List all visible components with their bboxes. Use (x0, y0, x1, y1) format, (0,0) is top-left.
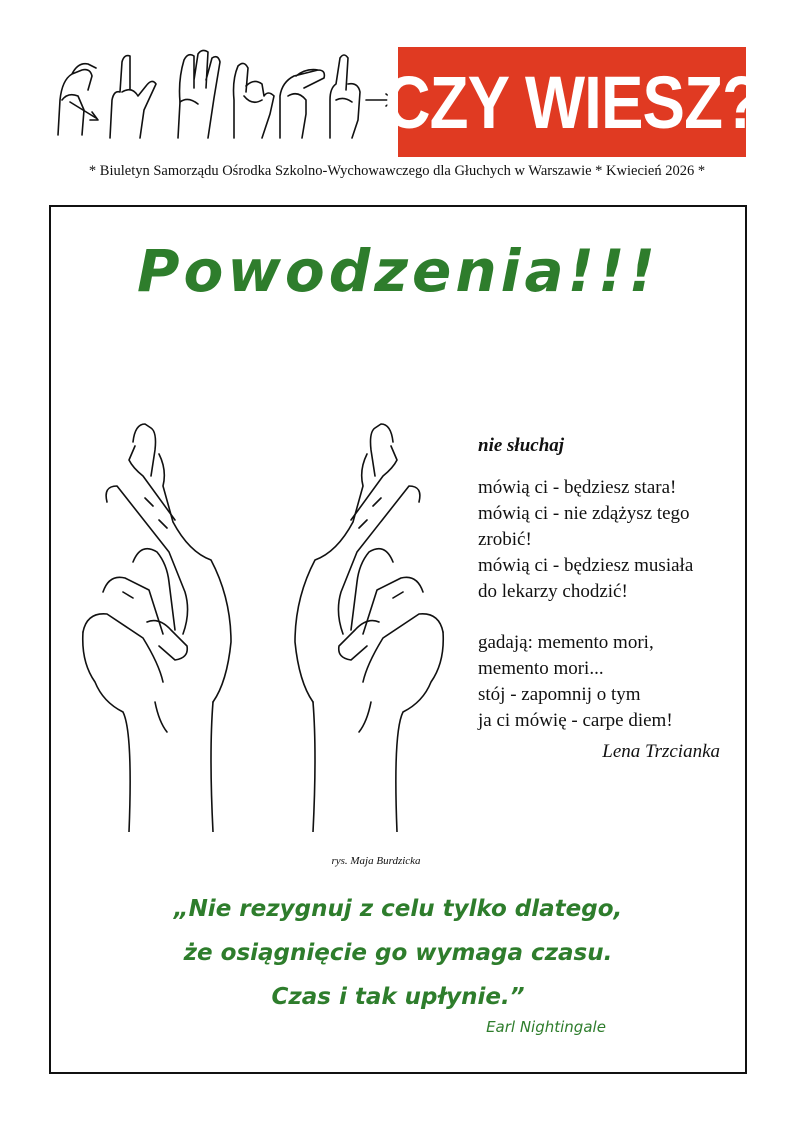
crossed-fingers-hands-icon (63, 402, 463, 832)
masthead (0, 0, 794, 200)
newsletter-logo (384, 47, 760, 157)
illustration-credit: rys. Maja Burdzicka (331, 855, 421, 867)
content-frame (49, 205, 747, 1074)
poem-stanza-2 (478, 630, 728, 734)
quote (51, 887, 745, 1019)
left-hand-icon (83, 424, 231, 832)
poem-line: do lekarzy chodzić! (478, 581, 628, 602)
bulletin-subtitle: * Biuletyn Samorządu Ośrodka Szkolno-Wychowawczego dla Głuchych w Warszawie * Kwiecień 2026 * (88, 163, 706, 179)
poem-line: gadają: memento mori, (478, 632, 654, 653)
right-hand-icon (295, 424, 443, 832)
poem-stanza-1 (478, 475, 728, 605)
poem-author: Lena Trzcianka (602, 741, 720, 762)
quote-line: „Nie rezygnuj z celu tylko dlatego, (173, 896, 623, 922)
sign-language-alphabet-hands-icon (48, 40, 398, 150)
poem-line: mówią ci - nie zdążysz tego (478, 503, 690, 524)
poem-line: memento mori... (478, 658, 604, 679)
page-headline: Powodzenia!!! (136, 237, 660, 305)
quote-line: Czas i tak upłynie.” (271, 984, 525, 1010)
logo-text: CZY WIESZ? (384, 60, 760, 144)
poem-title: nie słuchaj (478, 435, 565, 456)
poem-line: stój - zapomnij o tym (478, 684, 641, 705)
poem (478, 433, 728, 765)
poem-line: ja ci mówię - carpe diem! (478, 710, 673, 731)
poem-line: mówią ci - będziesz stara! (478, 477, 677, 498)
quote-line: że osiągnięcie go wymaga czasu. (183, 940, 613, 966)
quote-author: Earl Nightingale (486, 1018, 606, 1036)
poem-line: mówią ci - będziesz musiała (478, 555, 694, 576)
stanza-gap (478, 605, 728, 630)
poem-line: zrobić! (478, 529, 532, 550)
